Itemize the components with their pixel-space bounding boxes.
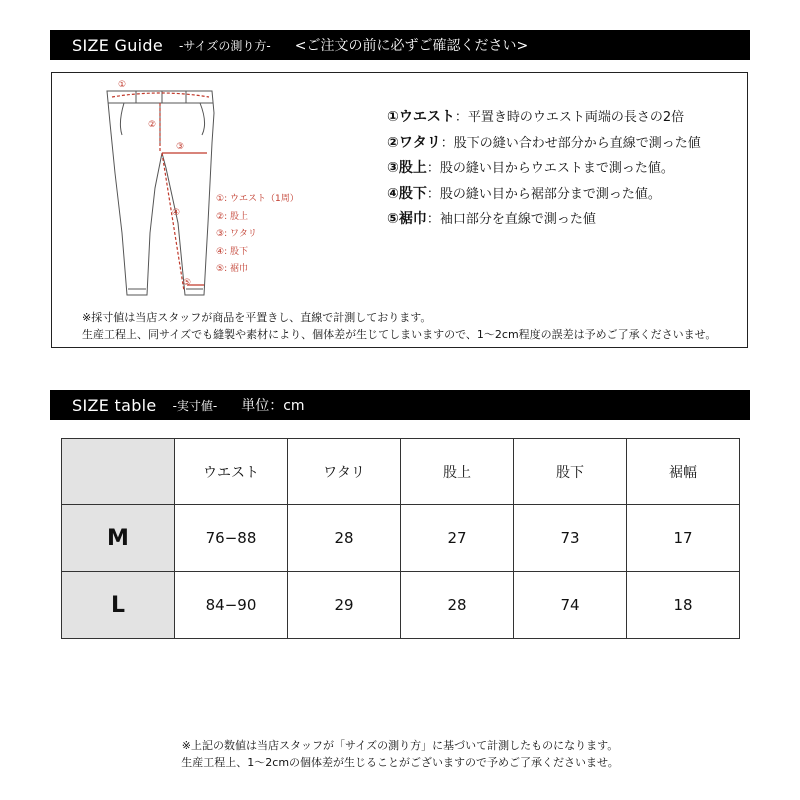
table-cell: 28 [401,572,514,639]
legend-item: ④: 股下 [216,246,248,257]
measurement-markers [118,80,191,288]
description-text: ：袖口部分を直線で測った値 [426,212,596,227]
legend-item: ②: 股上 [216,211,248,222]
table-cell: 18 [627,572,740,639]
legend-item: ⑤: 裾巾 [216,264,248,274]
description-label: ②ワタリ [387,134,441,151]
size-table-unit: 単位：cm [241,398,305,414]
description-text: ：股の縫い目から裾部分まで測った値。 [426,186,661,202]
description-row [387,182,701,208]
diagram-legend [216,191,299,279]
table-cell: 27 [401,505,514,572]
guide-note-line: 生産工程上、同サイズでも縫製や素材により、個体差が生じてしまいますので、1〜2cm程度の誤差は予めご了承くださいませ。 [82,328,717,341]
description-text: ：平置き時のウエスト両端の長さの2倍 [454,110,685,125]
description-label: ④股下 [387,185,427,202]
column-header: 股下 [514,439,627,505]
bottom-note-line: ※上記の数値は当店スタッフが「サイズの測り方」に基づいて計測したものになります。 [181,739,619,752]
description-row [387,131,701,157]
size-guide-banner [50,30,750,60]
size-guide-note: <ご注文の前に必ずご確認ください> [294,38,529,54]
size-guide-subtitle: -サイズの測り方- [179,38,271,53]
size-label: M [62,505,175,572]
size-table-subtitle: -実寸値- [172,398,218,413]
table-cell: 17 [627,505,740,572]
table-cell: 84−90 [175,572,288,639]
size-label: L [62,572,175,639]
marker-3: ③ [176,142,185,152]
guide-notes [82,309,716,343]
pants-illustration [107,91,214,295]
description-row [387,105,701,131]
description-label: ③股上 [387,160,427,176]
column-header: ウエスト [175,439,288,505]
size-guide-panel [51,72,748,348]
description-row [387,207,701,233]
table-cell: 73 [514,505,627,572]
description-label: ⑤裾巾 [387,211,427,227]
table-row [62,505,740,572]
bottom-note-line: 生産工程上、1〜2cmの個体差が生じることがございますので予めご了承くださいませ。 [181,756,619,769]
legend-item: ③: ワタリ [216,229,257,239]
column-header: ワタリ [288,439,401,505]
table-row [62,572,740,639]
column-header: 股上 [401,439,514,505]
guide-note-line: ※採寸値は当店スタッフが商品を平置きし、直線で計測しております。 [82,311,432,324]
size-table [61,438,740,639]
table-cell: 28 [288,505,401,572]
column-header: 裾幅 [627,439,740,505]
legend-item: ①: ウエスト（1周） [216,194,299,204]
size-table-title: SIZE table [72,395,157,415]
marker-1: ① [118,80,127,90]
description-row [387,156,701,182]
marker-5: ⑤ [183,278,192,288]
table-cell: 76−88 [175,505,288,572]
table-cell: 29 [288,572,401,639]
table-header-row [62,439,740,505]
size-guide-title: SIZE Guide [72,35,164,55]
marker-4: ④ [172,208,181,218]
bottom-notes [0,737,800,771]
description-text: ：股の縫い目からウエストまで測った値。 [426,161,674,176]
table-cell: 74 [514,572,627,639]
marker-2: ② [148,120,157,130]
description-text: ：股下の縫い合わせ部分から直線で測った値 [440,135,701,151]
measurement-descriptions [387,105,701,233]
description-label: ①ウエスト [387,109,455,125]
table-corner-cell [62,439,175,505]
size-table-banner [50,390,750,420]
